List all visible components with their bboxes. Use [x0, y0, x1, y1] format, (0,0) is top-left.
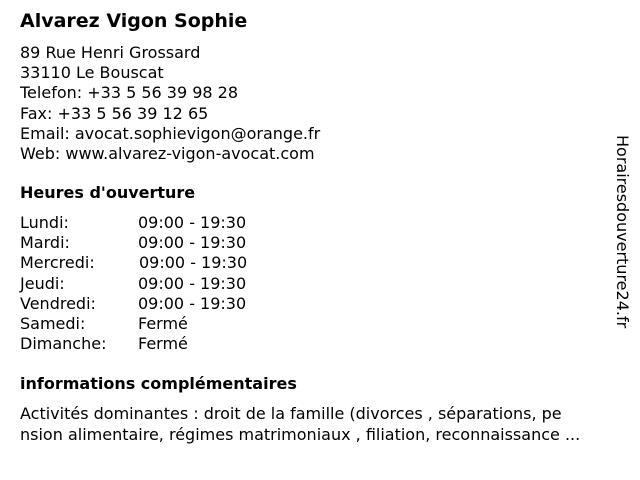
opening-hours-heading: Heures d'ouverture [20, 183, 196, 202]
additional-info-line: Activités dominantes : droit de la famille (divorces , séparations, pe [20, 404, 562, 423]
additional-info-text [20, 403, 632, 445]
day-hours: 09:00 - 19:30 [139, 253, 248, 273]
day-label: Mercredi: [20, 253, 95, 273]
day-label: Samedi: [20, 313, 86, 333]
day-label: Lundi: [20, 213, 69, 232]
contact-block [20, 43, 320, 164]
address-city: 33110 Le Bouscat [20, 63, 164, 83]
additional-info-heading: informations complémentaires [20, 374, 297, 393]
address-street: 89 Rue Henri Grossard [20, 43, 201, 62]
day-hours: 09:00 - 19:30 [138, 273, 247, 293]
day-hours: 09:00 - 19:30 [138, 233, 247, 253]
day-hours: 09:00 - 19:30 [138, 213, 247, 232]
day-label: Vendredi: [20, 293, 96, 313]
day-label: Dimanche: [20, 334, 107, 354]
day-label: Mardi: [20, 233, 70, 253]
business-name: Alvarez Vigon Sophie [20, 10, 248, 32]
fax-number: Fax: +33 5 56 39 12 65 [20, 103, 209, 123]
phone-number: Telefon: +33 5 56 39 98 28 [20, 83, 239, 103]
additional-info-line: nsion alimentaire, régimes matrimoniaux , filiation, reconnaissance ... [20, 425, 581, 444]
email-address: Email: avocat.sophievigon@orange.fr [20, 123, 321, 143]
day-hours: Fermé [138, 313, 188, 333]
day-label: Jeudi: [20, 273, 65, 293]
website-address: Web: www.alvarez-vigon-avocat.com [20, 143, 315, 163]
day-hours: 09:00 - 19:30 [138, 293, 247, 313]
site-watermark: Horairesdouverture24.fr [613, 135, 632, 329]
day-hours: Fermé [138, 334, 188, 354]
